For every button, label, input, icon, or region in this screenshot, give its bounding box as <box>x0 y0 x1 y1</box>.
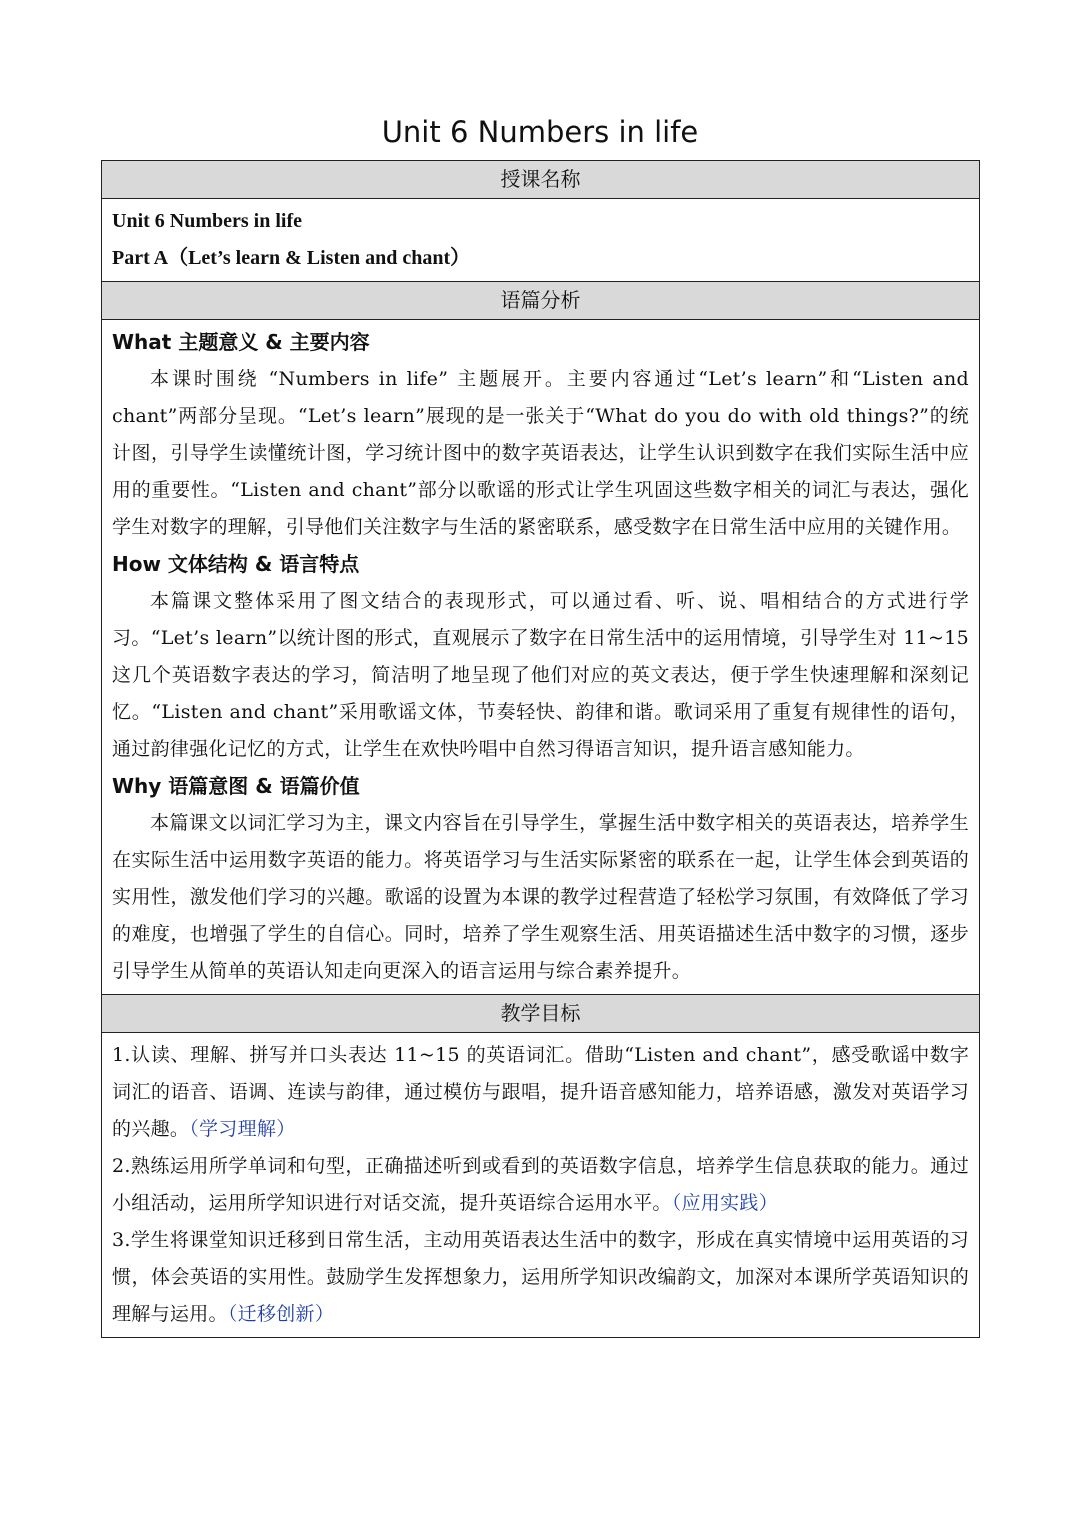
course-name-body <box>102 199 979 282</box>
goal-item-3 <box>112 1222 969 1333</box>
analysis-body <box>102 320 979 995</box>
what-paragraph: 本课时围绕 “Numbers in life” 主题展开。主要内容通过“Let’s learn”和“Listen and chant”两部分呈现。“Let’s learn”展现的是一张关于“What do you do with old things?”的统计图，引导学生读懂统计图，学习统计图中的数字英语表达，让学生认识到数字在我们实际生活中应用的重要性。“Listen and chant”部分以歌谣的形式让学生巩固这些数字相关的词汇与表达，强化学生对数字的理解，引导他们关注数字与生活的紧密联系，感受数字在日常生活中应用的关键作用。 <box>112 368 969 538</box>
goal-item-1 <box>112 1037 969 1148</box>
analysis-header: 语篇分析 <box>102 282 979 320</box>
goal-item-2 <box>112 1148 969 1222</box>
goals-body <box>102 1033 979 1337</box>
lesson-plan-table <box>101 160 980 1338</box>
goal-text: 2.熟练运用所学单词和句型，正确描述听到或看到的英语数字信息，培养学生信息获取的能力。通过小组活动，运用所学知识进行对话交流，提升英语综合运用水平。 <box>112 1155 969 1214</box>
course-name-header: 授课名称 <box>102 161 979 199</box>
how-subheading: How 文体结构 & 语言特点 <box>112 552 360 576</box>
why-subheading: Why 语篇意图 & 语篇价值 <box>112 774 360 798</box>
course-part-line: Part A（Let’s learn & Listen and chant） <box>112 247 471 269</box>
goal-tag: （迁移创新） <box>227 1303 335 1325</box>
goal-text: 1.认读、理解、拼写并口头表达 11~15 的英语词汇。借助“Listen and chant”，感受歌谣中数字词汇的语音、语调、连读与韵律，通过模仿与跟唱，提升语音感知能力，培养语感，激发对英语学习的兴趣。 <box>112 1044 969 1140</box>
document-title: Unit 6 Numbers in life <box>381 115 699 149</box>
why-paragraph: 本篇课文以词汇学习为主，课文内容旨在引导学生，掌握生活中数字相关的英语表达，培养学生在实际生活中运用数字英语的能力。将英语学习与生活实际紧密的联系在一起，让学生体会到英语的实用性，激发他们学习的兴趣。歌谣的设置为本课的教学过程营造了轻松学习氛围，有效降低了学习的难度，也增强了学生的自信心。同时，培养了学生观察生活、用英语描述生活中数字的习惯，逐步引导学生从简单的英语认知走向更深入的语言运用与综合素养提升。 <box>112 812 969 982</box>
how-paragraph: 本篇课文整体采用了图文结合的表现形式，可以通过看、听、说、唱相结合的方式进行学习。“Let’s learn”以统计图的形式，直观展示了数字在日常生活中的运用情境，引导学生对 11~15 这几个英语数字表达的学习，简洁明了地呈现了他们对应的英文表达，便于学生快速理解和深刻记忆。“Listen and chant”采用歌谣文体，节奏轻快、韵律和谐。歌词采用了重复有规律性的语句，通过韵律强化记忆的方式，让学生在欢快吟唱中自然习得语言知识，提升语言感知能力。 <box>112 590 969 760</box>
goals-header: 教学目标 <box>102 995 979 1033</box>
goal-tag: （应用实践） <box>671 1192 779 1214</box>
goal-tag: （学习理解） <box>189 1118 296 1140</box>
goal-text: 3.学生将课堂知识迁移到日常生活，主动用英语表达生活中的数字，形成在真实情境中运用英语的习惯，体会英语的实用性。鼓励学生发挥想象力，运用所学知识改编韵文，加深对本课所学英语知识的理解与运用。 <box>112 1229 969 1325</box>
course-unit-line: Unit 6 Numbers in life <box>112 210 302 232</box>
what-subheading: What 主题意义 & 主要内容 <box>112 330 370 354</box>
